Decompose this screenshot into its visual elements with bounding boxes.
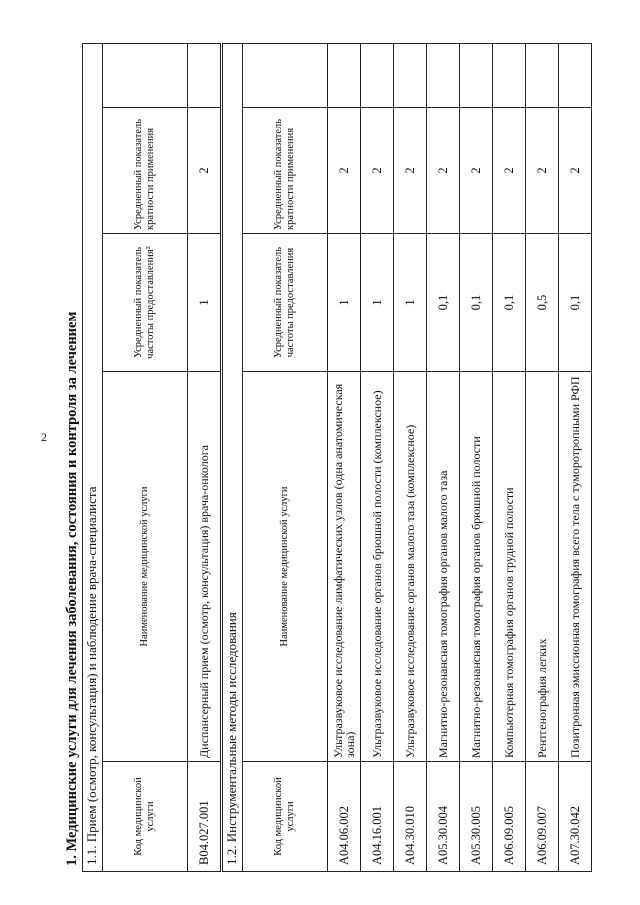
cell-frequency: 0,5 <box>526 234 559 372</box>
cell-code: A04.16.001 <box>361 762 394 872</box>
cell-frequency: 0,1 <box>559 234 592 372</box>
cell-multiplicity: 2 <box>361 108 394 234</box>
header-frequency: Усредненный показатель частоты предоставления² <box>103 234 188 372</box>
table-row <box>493 44 526 872</box>
cell-empty <box>328 44 361 108</box>
cell-name: Позитронная эмиссионная томография всего тела с туморотропными РФП <box>559 372 592 762</box>
cell-empty <box>526 44 559 108</box>
table-row <box>526 44 559 872</box>
cell-code: A05.30.005 <box>460 762 493 872</box>
rotated-document <box>64 32 624 872</box>
cell-code: A07.30.042 <box>559 762 592 872</box>
cell-multiplicity: 2 <box>394 108 427 234</box>
table-reception <box>82 43 221 872</box>
cell-name: Ультразвуковое исследование лимфатических узлов (одна анатомическая зона) <box>328 372 361 762</box>
header-empty <box>243 44 328 108</box>
header-multiplicity: Усредненный показатель кратности применения <box>243 108 328 234</box>
cell-code: A04.06.002 <box>328 762 361 872</box>
cell-empty <box>559 44 592 108</box>
cell-code: A04.30.010 <box>394 762 427 872</box>
cell-code: A06.09.005 <box>493 762 526 872</box>
table-row <box>460 44 493 872</box>
cell-frequency: 1 <box>328 234 361 372</box>
subsection-title-reception: 1.1. Прием (осмотр, консультация) и наблюдение врача-специалиста <box>83 43 103 871</box>
cell-multiplicity: 2 <box>460 108 493 234</box>
cell-code: A05.30.004 <box>427 762 460 872</box>
cell-frequency: 1 <box>361 234 394 372</box>
header-code: Код медицинской услуги <box>243 762 328 872</box>
cell-multiplicity: 2 <box>526 108 559 234</box>
cell-empty <box>394 44 427 108</box>
section-heading: 1. Медицинские услуги для лечения заболевания, состояния и контроля за лечением <box>64 311 80 866</box>
header-empty <box>103 43 188 107</box>
cell-multiplicity: 2 <box>427 108 460 234</box>
cell-multiplicity: 2 <box>559 108 592 234</box>
cell-empty <box>188 43 221 107</box>
cell-empty <box>460 44 493 108</box>
cell-multiplicity: 2 <box>493 108 526 234</box>
header-name: Наименование медицинской услуги <box>243 372 328 762</box>
cell-code: A06.09.007 <box>526 762 559 872</box>
table-row <box>328 44 361 872</box>
cell-code: B04.027.001 <box>188 762 221 872</box>
cell-name: Магнитно-резонансная томография органов брюшной полости <box>460 372 493 762</box>
table-row <box>188 43 221 871</box>
cell-frequency: 1 <box>394 234 427 372</box>
header-name: Наименование медицинской услуги <box>103 372 188 762</box>
cell-multiplicity: 2 <box>188 108 221 234</box>
cell-name: Ультразвуковое исследование органов брюшной полости (комплексное) <box>361 372 394 762</box>
cell-name: Ультразвуковое исследование органов малого таза (комплексное) <box>394 372 427 762</box>
table-row <box>361 44 394 872</box>
header-code: Код медицинской услуги <box>103 762 188 872</box>
header-multiplicity: Усредненный показатель кратности применения <box>103 108 188 234</box>
cell-frequency: 0,1 <box>427 234 460 372</box>
cell-frequency: 1 <box>188 234 221 372</box>
cell-multiplicity: 2 <box>328 108 361 234</box>
header-frequency: Усредненный показатель частоты предоставления <box>243 234 328 372</box>
cell-empty <box>493 44 526 108</box>
cell-empty <box>361 44 394 108</box>
cell-frequency: 0,1 <box>460 234 493 372</box>
cell-frequency: 0,1 <box>493 234 526 372</box>
page-number: 2 <box>41 430 47 444</box>
subsection-title-instrumental: 1.2. Инструментальные методы исследования <box>223 44 243 872</box>
cell-name: Компьютерная томография органов грудной полости <box>493 372 526 762</box>
table-instrumental <box>222 43 592 872</box>
cell-empty <box>427 44 460 108</box>
table-row <box>559 44 592 872</box>
cell-name: Магнитно-резонансная томография органов малого таза <box>427 372 460 762</box>
table-row <box>394 44 427 872</box>
cell-name: Рентгенография легких <box>526 372 559 762</box>
table-row <box>427 44 460 872</box>
cell-name: Диспансерный прием (осмотр, консультация) врача-онколога <box>188 372 221 762</box>
